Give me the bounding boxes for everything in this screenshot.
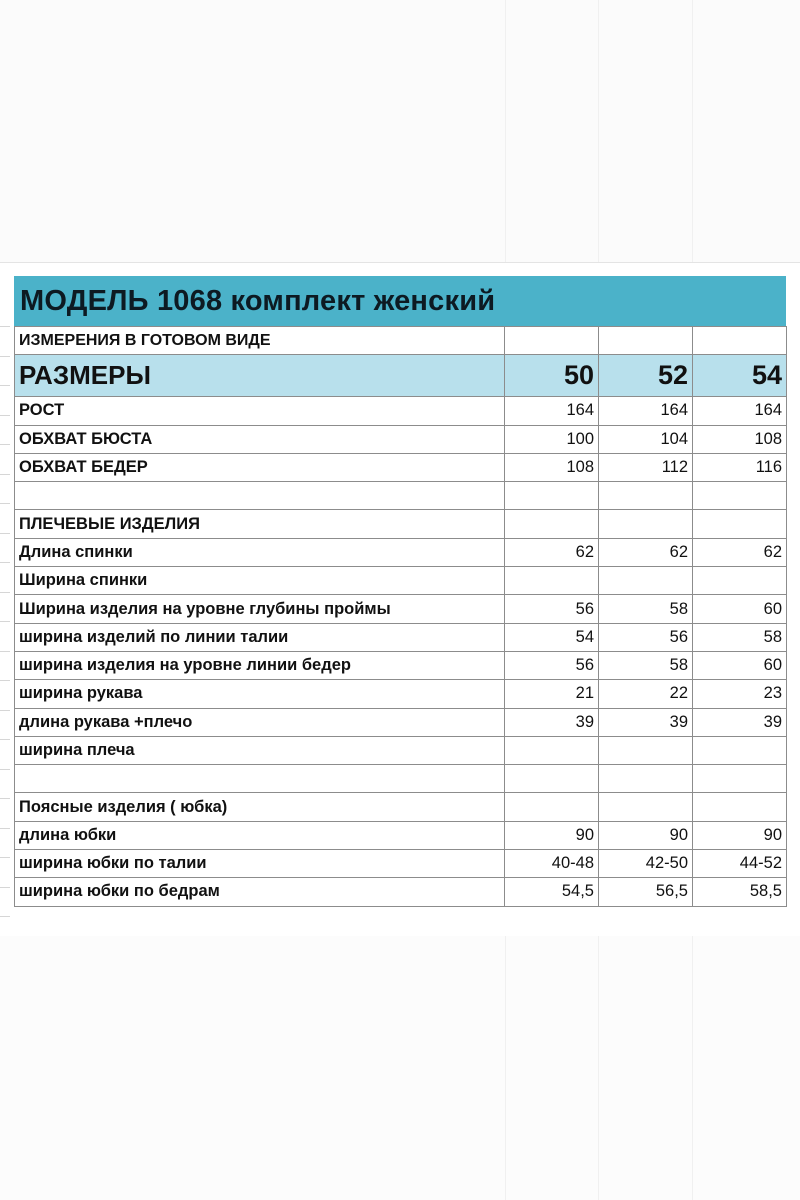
gutter-tick [0,385,10,386]
size-54-value[interactable]: 39 [693,708,787,736]
gutter-tick [0,710,10,711]
table-row [15,736,787,764]
size-52-value[interactable]: 22 [599,680,693,708]
size-52-value[interactable] [599,793,693,821]
gutter-tick [0,356,10,357]
gutter-tick [0,769,10,770]
size-52-value[interactable] [599,567,693,595]
size-50-value[interactable]: 40-48 [505,850,599,878]
gutter-tick [0,444,10,445]
faded-background-top [0,0,800,262]
size-54-header[interactable]: 54 [693,355,787,397]
gutter-tick [0,562,10,563]
gutter-tick [0,739,10,740]
size-54-value[interactable]: 44-52 [693,850,787,878]
size-52-value[interactable]: 56,5 [599,878,693,906]
gutter-tick [0,533,10,534]
size-52-header[interactable]: 52 [599,355,693,397]
size-52-value[interactable]: 90 [599,821,693,849]
table-row [15,708,787,736]
row-label[interactable]: длина юбки [15,821,505,849]
row-label[interactable]: ширина плеча [15,736,505,764]
size-54-value[interactable] [693,793,787,821]
size-54-value[interactable]: 90 [693,821,787,849]
size-50-value[interactable] [505,510,599,538]
table-row [15,821,787,849]
size-50-value[interactable]: 62 [505,538,599,566]
row-label[interactable]: ширина изделия на уровне линии бедер [15,651,505,679]
row-label[interactable]: ширина изделий по линии талии [15,623,505,651]
table-row [15,425,787,453]
table-cell[interactable] [693,327,787,355]
size-50-value[interactable]: 21 [505,680,599,708]
gutter-tick [0,857,10,858]
gutter-tick [0,415,10,416]
table-row [15,680,787,708]
size-54-value[interactable]: 108 [693,425,787,453]
subheader-label[interactable]: ИЗМЕРЕНИЯ В ГОТОВОМ ВИДЕ [15,327,505,355]
row-label[interactable]: ширина юбки по бедрам [15,878,505,906]
gutter-tick [0,887,10,888]
table-row [15,651,787,679]
size-50-value[interactable]: 54 [505,623,599,651]
size-52-value[interactable] [599,510,693,538]
subheader-row [15,327,787,355]
size-50-value[interactable] [505,765,599,793]
row-label[interactable]: длина рукава +плечо [15,708,505,736]
table-cell[interactable] [599,327,693,355]
size-54-value[interactable] [693,765,787,793]
gutter-tick [0,326,10,327]
size-52-value[interactable] [599,736,693,764]
size-50-value[interactable]: 56 [505,595,599,623]
size-54-value[interactable]: 60 [693,651,787,679]
row-label[interactable]: ОБХВАТ БЮСТА [15,425,505,453]
size-52-value[interactable] [599,482,693,510]
size-52-value[interactable]: 42-50 [599,850,693,878]
table-row [15,397,787,425]
gutter-tick [0,651,10,652]
size-54-value[interactable] [693,567,787,595]
size-54-value[interactable] [693,736,787,764]
table-row [15,538,787,566]
size-54-value[interactable] [693,482,787,510]
size-50-value[interactable] [505,793,599,821]
size-52-value[interactable]: 104 [599,425,693,453]
gutter-tick [0,474,10,475]
row-label[interactable]: Поясные изделия ( юбка) [15,793,505,821]
size-52-value[interactable] [599,765,693,793]
size-50-value[interactable] [505,567,599,595]
row-label[interactable]: Ширина изделия на уровне глубины проймы [15,595,505,623]
row-label[interactable]: Ширина спинки [15,567,505,595]
sizes-row [15,355,787,397]
size-54-value[interactable]: 60 [693,595,787,623]
size-52-value[interactable]: 58 [599,595,693,623]
size-52-value[interactable]: 164 [599,397,693,425]
table-row [15,453,787,481]
measurements-table [14,326,787,907]
size-54-value[interactable]: 58,5 [693,878,787,906]
gutter-tick [0,798,10,799]
size-52-value[interactable]: 56 [599,623,693,651]
size-50-value[interactable]: 108 [505,453,599,481]
gutter-tick [0,503,10,504]
size-52-value[interactable]: 62 [599,538,693,566]
table-row [15,878,787,906]
row-label[interactable]: ОБХВАТ БЕДЕР [15,453,505,481]
size-50-value[interactable]: 56 [505,651,599,679]
table-row [15,793,787,821]
sizes-label[interactable]: РАЗМЕРЫ [15,355,505,397]
row-label[interactable] [15,482,505,510]
table-row [15,595,787,623]
row-label[interactable]: ширина рукава [15,680,505,708]
size-54-value[interactable]: 23 [693,680,787,708]
size-54-value[interactable]: 116 [693,453,787,481]
size-52-value[interactable]: 112 [599,453,693,481]
size-54-value[interactable]: 164 [693,397,787,425]
size-52-value[interactable]: 39 [599,708,693,736]
row-label[interactable] [15,765,505,793]
table-row [15,850,787,878]
row-gutter [0,262,14,936]
page-title: МОДЕЛЬ 1068 комплект женский [20,284,496,317]
size-52-value[interactable]: 58 [599,651,693,679]
size-50-value[interactable]: 54,5 [505,878,599,906]
size-50-value[interactable]: 39 [505,708,599,736]
row-label[interactable]: Длина спинки [15,538,505,566]
table-row [15,567,787,595]
gutter-tick [0,621,10,622]
faded-background-bottom [0,936,800,1200]
title-bar [14,276,786,326]
size-50-value[interactable]: 164 [505,397,599,425]
row-label[interactable]: ПЛЕЧЕВЫЕ ИЗДЕЛИЯ [15,510,505,538]
row-label[interactable]: ширина юбки по талии [15,850,505,878]
size-54-value[interactable]: 62 [693,538,787,566]
size-54-value[interactable] [693,510,787,538]
gutter-tick [0,592,10,593]
sheet-top-edge [0,262,800,263]
table-cell[interactable] [505,327,599,355]
size-50-value[interactable] [505,736,599,764]
row-label[interactable]: РОСТ [15,397,505,425]
gutter-tick [0,916,10,917]
gutter-tick [0,828,10,829]
size-50-header[interactable]: 50 [505,355,599,397]
table-row [15,482,787,510]
size-50-value[interactable]: 90 [505,821,599,849]
gutter-tick [0,680,10,681]
size-54-value[interactable]: 58 [693,623,787,651]
table-row [15,623,787,651]
table-row [15,510,787,538]
size-50-value[interactable] [505,482,599,510]
size-50-value[interactable]: 100 [505,425,599,453]
table-row [15,765,787,793]
